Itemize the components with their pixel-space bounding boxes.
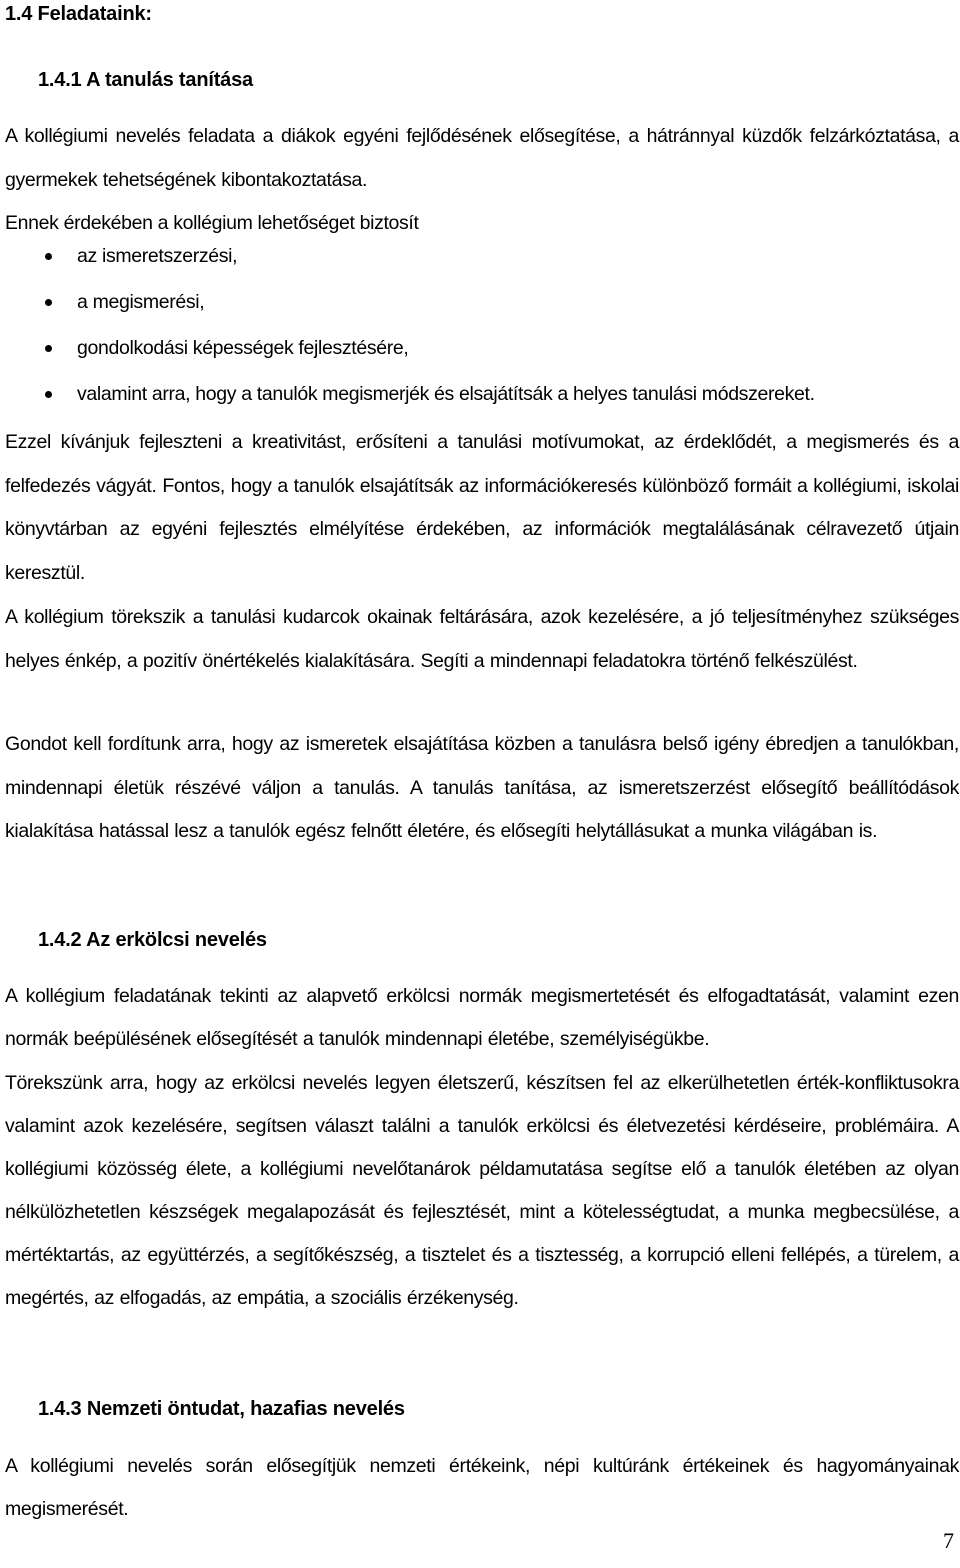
bullet-icon <box>45 345 52 352</box>
subsection-heading-1-4-1: 1.4.1 A tanulás tanítása <box>38 69 253 91</box>
paragraph-learning-need: Gondot kell fordítunk arra, hogy az ismeretek elsajátítása közben a tanulásra belső igény ébredjen a tanulókban, mindennapi életük részévé váljon a tanulás. A tanulás tanítása, az ismeretszerzést elősegítő beállítódások kialakítása hatással lesz a tanulók egész felnőtt életére, és elősegíti helytállásukat a munka világában is. <box>5 733 959 842</box>
bullet-icon <box>45 391 52 398</box>
section-heading: 1.4 Feladataink: <box>5 3 152 25</box>
subsection-heading-1-4-3: 1.4.3 Nemzeti öntudat, hazafias nevelés <box>38 1398 405 1420</box>
paragraph-lead: Ennek érdekében a kollégium lehetőséget biztosít <box>5 212 419 234</box>
list-item <box>5 335 815 381</box>
list-item-text: a megismerési, <box>77 291 205 313</box>
subsection-heading-1-4-2: 1.4.2 Az erkölcsi nevelés <box>38 929 267 951</box>
list-item-text: gondolkodási képességek fejlesztésére, <box>77 337 409 359</box>
bullet-list <box>5 243 815 427</box>
paragraph-moral-norms: A kollégium feladatának tekinti az alapvető erkölcsi normák megismertetését és elfogadtatását, valamint ezen normák beépülésének elősegítését a tanulók mindennapi életébe, személyiségükbe. <box>5 985 959 1050</box>
list-item-text: valamint arra, hogy a tanulók megismerjék és elsajátítsák a helyes tanulási módszereket. <box>77 383 815 405</box>
list-item-text: az ismeretszerzési, <box>77 245 238 267</box>
paragraph-intro: A kollégiumi nevelés feladata a diákok egyéni fejlődésének elősegítése, a hátránnyal küzdők felzárkóztatása, a gyermekek tehetségének kibontakoztatása. <box>5 125 959 191</box>
paragraph-creativity: Ezzel kívánjuk fejleszteni a kreativitást, erősíteni a tanulási motívumokat, az érdeklődét, a megismerés és a felfedezés vágyát. Fontos, hogy a tanulók elsajátítsák az információkeresés különböző formáit a kollégiumi, iskolai könyvtárban az egyéni fejlesztés elmélyítése érdekében, az információk megtalálásának célravezető útjain keresztül. <box>5 431 959 584</box>
paragraph-failures: A kollégium törekszik a tanulási kudarcok okainak feltárására, azok kezelésére, a jó teljesítményhez szükséges helyes énkép, a pozitív önértékelés kialakítására. Segíti a mindennapi feladatokra történő felkészülést. <box>5 606 959 672</box>
paragraph-national-values: A kollégiumi nevelés során elősegítjük nemzeti értékeink, népi kultúránk értékeinek és hagyományainak megismerését. <box>5 1455 959 1520</box>
bullet-icon <box>45 299 52 306</box>
paragraph-moral-education: Törekszünk arra, hogy az erkölcsi nevelés legyen életszerű, készítsen fel az elkerülhetetlen érték-konfliktusokra valamint azok kezelésére, segítsen választ találni a tanulók erkölcsi és életvezetési kérdéseire, problémáira. A kollégiumi közösség élete, a kollégiumi nevelőtanárok példamutatása segítse elő a tanulók életében az olyan nélkülözhetetlen készségek megalapozását és fejlesztését, mint a kötelességtudat, a munka megbecsülése, a mértéktartás, az együttérzés, a segítőkészség, a tisztelet és a tisztesség, a korrupció elleni fellépés, a türelem, a megértés, az elfogadás, az empátia, a szociális érzékenység. <box>5 1072 959 1309</box>
bullet-icon <box>45 253 52 260</box>
list-item <box>5 243 815 289</box>
list-item <box>5 289 815 335</box>
page-number: 7 <box>943 1528 954 1553</box>
